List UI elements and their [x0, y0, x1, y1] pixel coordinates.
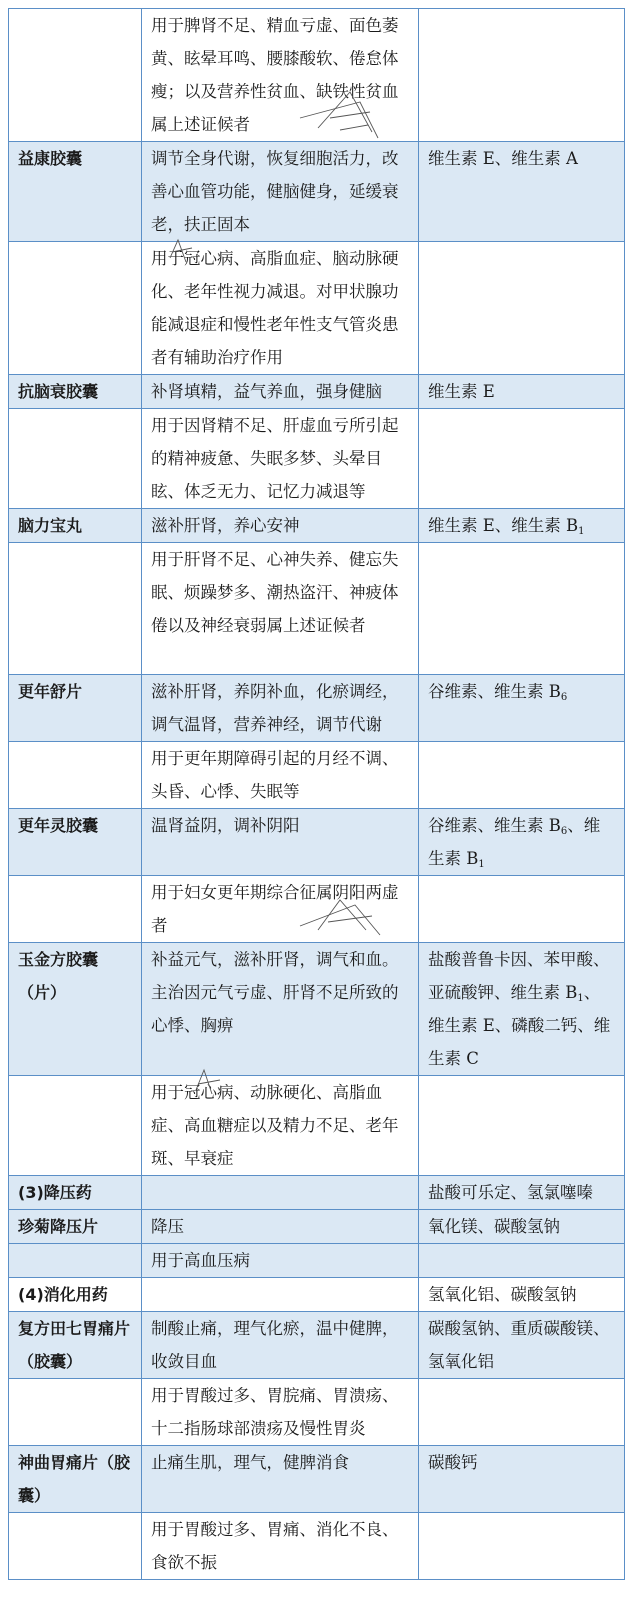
- ingredients-cell: 碳酸氢钠、重质碳酸镁、 氢氧化铝: [419, 1312, 625, 1379]
- table-row: [9, 809, 625, 876]
- subscript: 6: [560, 826, 568, 837]
- table-row: [9, 1513, 625, 1580]
- drug-name-cell: 珍菊降压片: [9, 1210, 142, 1244]
- ingredients-cell: [419, 943, 625, 1076]
- ingredients-cell: 维生素 E、维生素 A: [419, 142, 625, 242]
- description-cell: 用于因肾精不足、肝虚血亏所引起的精神疲惫、失眠多梦、头晕目眩、体乏无力、记忆力减退等: [142, 409, 419, 509]
- ingredients-cell: [419, 9, 625, 142]
- subscript: 1: [577, 993, 584, 1004]
- drug-name-cell: 更年灵胶囊: [9, 809, 142, 876]
- description-cell: 用于更年期障碍引起的月经不调、头昏、心悸、失眠等: [142, 742, 419, 809]
- drug-name-cell: 更年舒片: [9, 675, 142, 742]
- drug-name-cell: [9, 742, 142, 809]
- ingredients-cell: 盐酸可乐定、氢氯噻嗪: [419, 1176, 625, 1210]
- drug-name-cell: [9, 1244, 142, 1278]
- table-row: [9, 1244, 625, 1278]
- drug-name-cell: 复方田七胃痛片（胶囊）: [9, 1312, 142, 1379]
- table-row: [9, 1312, 625, 1379]
- description-cell: 用于妇女更年期综合征属阴阳两虚者: [142, 876, 419, 943]
- table-row: [9, 876, 625, 943]
- description-cell: 温肾益阴，调补阴阳: [142, 809, 419, 876]
- description-cell: 用于高血压病: [142, 1244, 419, 1278]
- description-cell: 制酸止痛，理气化瘀，温中健脾，收敛目血: [142, 1312, 419, 1379]
- drug-name-cell: [9, 1379, 142, 1446]
- description-cell: 调节全身代谢，恢复细胞活力，改善心血管功能，健脑健身，延缓衰老，扶正固本: [142, 142, 419, 242]
- description-cell: 用于胃酸过多、胃脘痛、胃溃疡、十二指肠球部溃疡及慢性胃炎: [142, 1379, 419, 1446]
- drug-name-cell: [9, 1076, 142, 1176]
- drug-name-cell: 益康胶囊: [9, 142, 142, 242]
- ingredients-cell: [419, 742, 625, 809]
- ingredients-cell: 维生素 E: [419, 375, 625, 409]
- ingredient-text: 谷维素、维生素 B: [428, 682, 561, 701]
- description-cell: 用于冠心病、动脉硬化、高脂血症、高血糖症以及精力不足、老年斑、早衰症: [142, 1076, 419, 1176]
- subscript: 6: [560, 692, 568, 703]
- description-cell: [142, 1176, 419, 1210]
- drug-name-cell: 玉金方胶囊（片）: [9, 943, 142, 1076]
- description-cell: 用于胃酸过多、胃痛、消化不良、食欲不振: [142, 1513, 419, 1580]
- drug-name-cell: [9, 1513, 142, 1580]
- table-row: [9, 675, 625, 742]
- table-row: [9, 1210, 625, 1244]
- description-cell: 用于冠心病、高脂血症、脑动脉硬化、老年性视力减退。对甲状腺功能减退症和慢性老年性支气管炎患者有辅助治疗作用: [142, 242, 419, 375]
- description-cell: 用于脾肾不足、精血亏虚、面色萎黄、眩晕耳鸣、腰膝酸软、倦怠体瘦；以及营养性贫血、缺铁性贫血属上述证候者: [142, 9, 419, 142]
- table-row: [9, 1176, 625, 1210]
- description-cell: 补肾填精，益气养血，强身健脑: [142, 375, 419, 409]
- ingredients-cell: [419, 509, 625, 543]
- drug-name-cell: [9, 9, 142, 142]
- table-body: [9, 9, 625, 1580]
- ingredients-cell: [419, 809, 625, 876]
- table-row: [9, 1076, 625, 1176]
- ingredients-cell: 氢氧化铝、碳酸氢钠: [419, 1278, 625, 1312]
- ingredients-cell: [419, 876, 625, 943]
- description-cell: 补益元气，滋补肝肾，调气和血。主治因元气亏虚、肝肾不足所致的心悸、胸痹: [142, 943, 419, 1076]
- ingredients-cell: 碳酸钙: [419, 1446, 625, 1513]
- drug-name-cell: 脑力宝丸: [9, 509, 142, 543]
- table-row: [9, 142, 625, 242]
- ingredients-cell: [419, 1513, 625, 1580]
- description-cell: 降压: [142, 1210, 419, 1244]
- table-row: [9, 943, 625, 1076]
- table-row: [9, 242, 625, 375]
- description-cell: 用于肝肾不足、心神失养、健忘失眠、烦躁梦多、潮热盗汗、神疲体倦以及神经衰弱属上述证候者: [142, 543, 419, 675]
- table-row: [9, 409, 625, 509]
- table-row: [9, 9, 625, 142]
- drug-name-cell: (3)降压药: [9, 1176, 142, 1210]
- ingredients-cell: [419, 1076, 625, 1176]
- table-row: [9, 375, 625, 409]
- drug-name-cell: [9, 543, 142, 675]
- ingredients-cell: 氧化镁、碳酸氢钠: [419, 1210, 625, 1244]
- table-row: [9, 509, 625, 543]
- ingredient-text: 盐酸普鲁卡因、苯甲酸、亚硫酸钾、维生素 B: [428, 950, 610, 1002]
- drug-name-cell: 抗脑衰胶囊: [9, 375, 142, 409]
- drug-name-cell: (4)消化用药: [9, 1278, 142, 1312]
- table-row: [9, 543, 625, 675]
- drug-table: [8, 8, 625, 1580]
- table-row: [9, 742, 625, 809]
- description-cell: 止痛生肌，理气，健脾消食: [142, 1446, 419, 1513]
- table-row: [9, 1278, 625, 1312]
- ingredient-text: 、维生素 E、磷酸二钙、维生素 C: [428, 983, 611, 1068]
- subscript: 1: [478, 859, 485, 870]
- ingredients-cell: [419, 1379, 625, 1446]
- table-row: [9, 1446, 625, 1513]
- drug-name-cell: [9, 409, 142, 509]
- ingredients-cell: [419, 242, 625, 375]
- drug-name-cell: [9, 876, 142, 943]
- subscript: 1: [578, 526, 585, 537]
- table-row: [9, 1379, 625, 1446]
- ingredients-cell: [419, 1244, 625, 1278]
- ingredients-cell: [419, 543, 625, 675]
- ingredient-text: 、维生素 B: [428, 816, 601, 868]
- description-cell: [142, 1278, 419, 1312]
- drug-name-cell: [9, 242, 142, 375]
- ingredients-cell: [419, 409, 625, 509]
- ingredient-text: 谷维素、维生素 B: [428, 816, 561, 835]
- ingredients-cell: [419, 675, 625, 742]
- description-cell: 滋补肝肾，养心安神: [142, 509, 419, 543]
- drug-name-cell: 神曲胃痛片（胶囊）: [9, 1446, 142, 1513]
- description-cell: 滋补肝肾，养阴补血，化瘀调经，调气温肾，营养神经，调节代谢: [142, 675, 419, 742]
- ingredient-text: 维生素 E、维生素 B: [428, 516, 579, 535]
